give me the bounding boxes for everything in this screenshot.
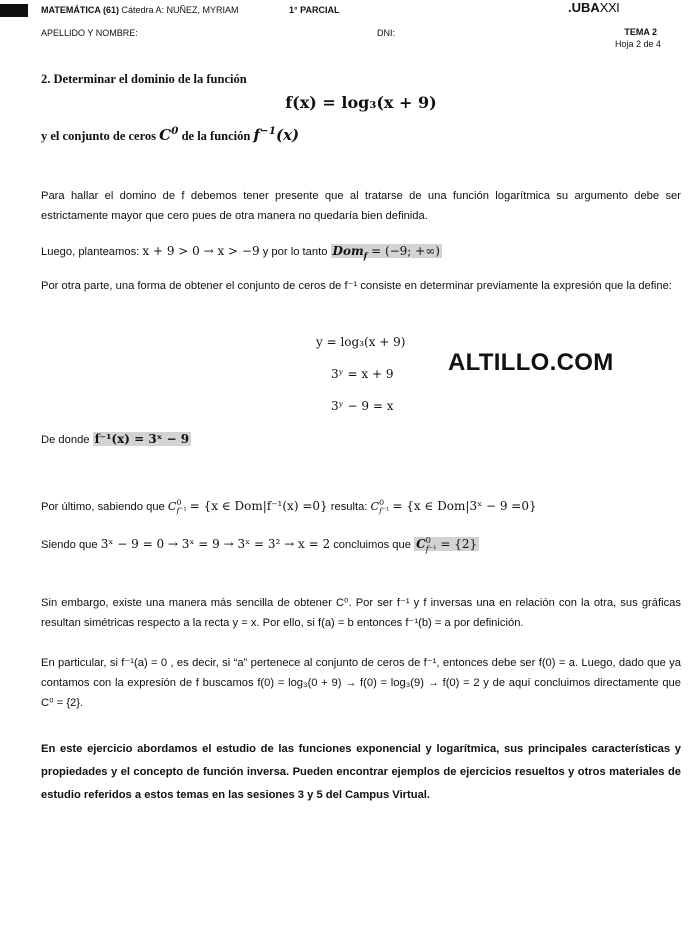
problem-subtitle: y el conjunto de ceros $C^0$ de la función $f^{-1}(x)$ xyxy=(41,125,300,144)
domain-result: Dom$_f$ = (−9; +∞) xyxy=(332,244,440,261)
equation-2: 3ʸ = x + 9 xyxy=(331,367,394,381)
paragraph-6: Siendo que 3ˣ − 9 = 0 → 3ˣ = 9 → 3ˣ = 3² → x = 2 concluimos que C 0 f⁻¹ = {2} xyxy=(41,535,478,554)
tema-label: TEMA 2 xyxy=(624,27,657,37)
paragraph-8: En particular, si f⁻¹(a) = 0 , es decir, si “a” pertenece al conjunto de ceros de f⁻¹, entonces debe ser f(0) = a. Luego, dado que ya contamos con la expresión de f buscamos f(0) = log₃(0 + 9) → f(0) = log₃(9) → f(0) = 2 y de aquí concluimos directamente que C⁰ = {2}. xyxy=(41,657,681,709)
inverse-result: f⁻¹(x) = 3ˣ − 9 xyxy=(94,432,190,446)
hoja-label: Hoja 2 de 4 xyxy=(614,39,661,49)
zeros-result: C 0 f⁻¹ = {2} xyxy=(416,535,478,554)
paragraph-1: Para hallar el domino de f debemos tener presente que al tratarse de una función logarítmica su argumento debe ser estrictamente mayor que cero pues de otra manera no quedaría bien definida. xyxy=(41,190,681,222)
header-subject: MATEMÁTICA (61) Cátedra A: NUÑEZ, MYRIAM xyxy=(41,5,239,15)
paragraph-3: Por otra parte, una forma de obtener el conjunto de ceros de f⁻¹ consiste en determinar previamente la expresión que la define: xyxy=(41,280,672,292)
paragraph-4: De donde f⁻¹(x) = 3ˣ − 9 xyxy=(41,432,190,446)
equation-3: 3ʸ − 9 = x xyxy=(331,399,394,413)
header-exam: 1° PARCIAL xyxy=(289,5,340,15)
paragraph-7: Sin embargo, existe una manera más sencilla de obtener C⁰. Por ser f⁻¹ y f inversas una en relación con la otra, sus gráficas resultan simétricas respecto a la recta y = x. Por ello, si f(a) = b entonces f⁻¹(b) = a por definición. xyxy=(41,597,681,629)
paragraph-2: Luego, planteamos: x + 9 > 0 → x > −9 y por lo tanto Dom$_f$ = (−9; +∞) xyxy=(41,244,440,261)
name-label: APELLIDO Y NOMBRE: xyxy=(41,28,138,38)
problem-formula: f(x) = log₃(x + 9) xyxy=(285,93,437,112)
closing-note: En este ejercicio abordamos el estudio de las funciones exponencial y logarítmica, sus principales características y propiedades y el concepto de función inversa. Pueden encontrar ejemplos de ejercicios resueltos y otros materiales de estudio referidos a estos temas en las sesiones 3 y 5 del Campus Virtual. xyxy=(41,743,681,801)
corner-mark xyxy=(0,4,28,17)
dni-label: DNI: xyxy=(377,28,395,38)
uba-logo: .UBAXXI xyxy=(568,0,620,15)
equation-1: y = log₃(x + 9) xyxy=(316,335,406,349)
problem-title: 2. Determinar el dominio de la función xyxy=(41,72,247,86)
paragraph-5: Por último, sabiendo que C 0 f⁻¹ = {x ∈ Dom|f⁻¹(x) =0} resulta: C 0 f⁻¹ = {x ∈ Dom|3ˣ − 9 =0} xyxy=(41,498,537,516)
watermark: ALTILLO.COM xyxy=(448,349,614,376)
